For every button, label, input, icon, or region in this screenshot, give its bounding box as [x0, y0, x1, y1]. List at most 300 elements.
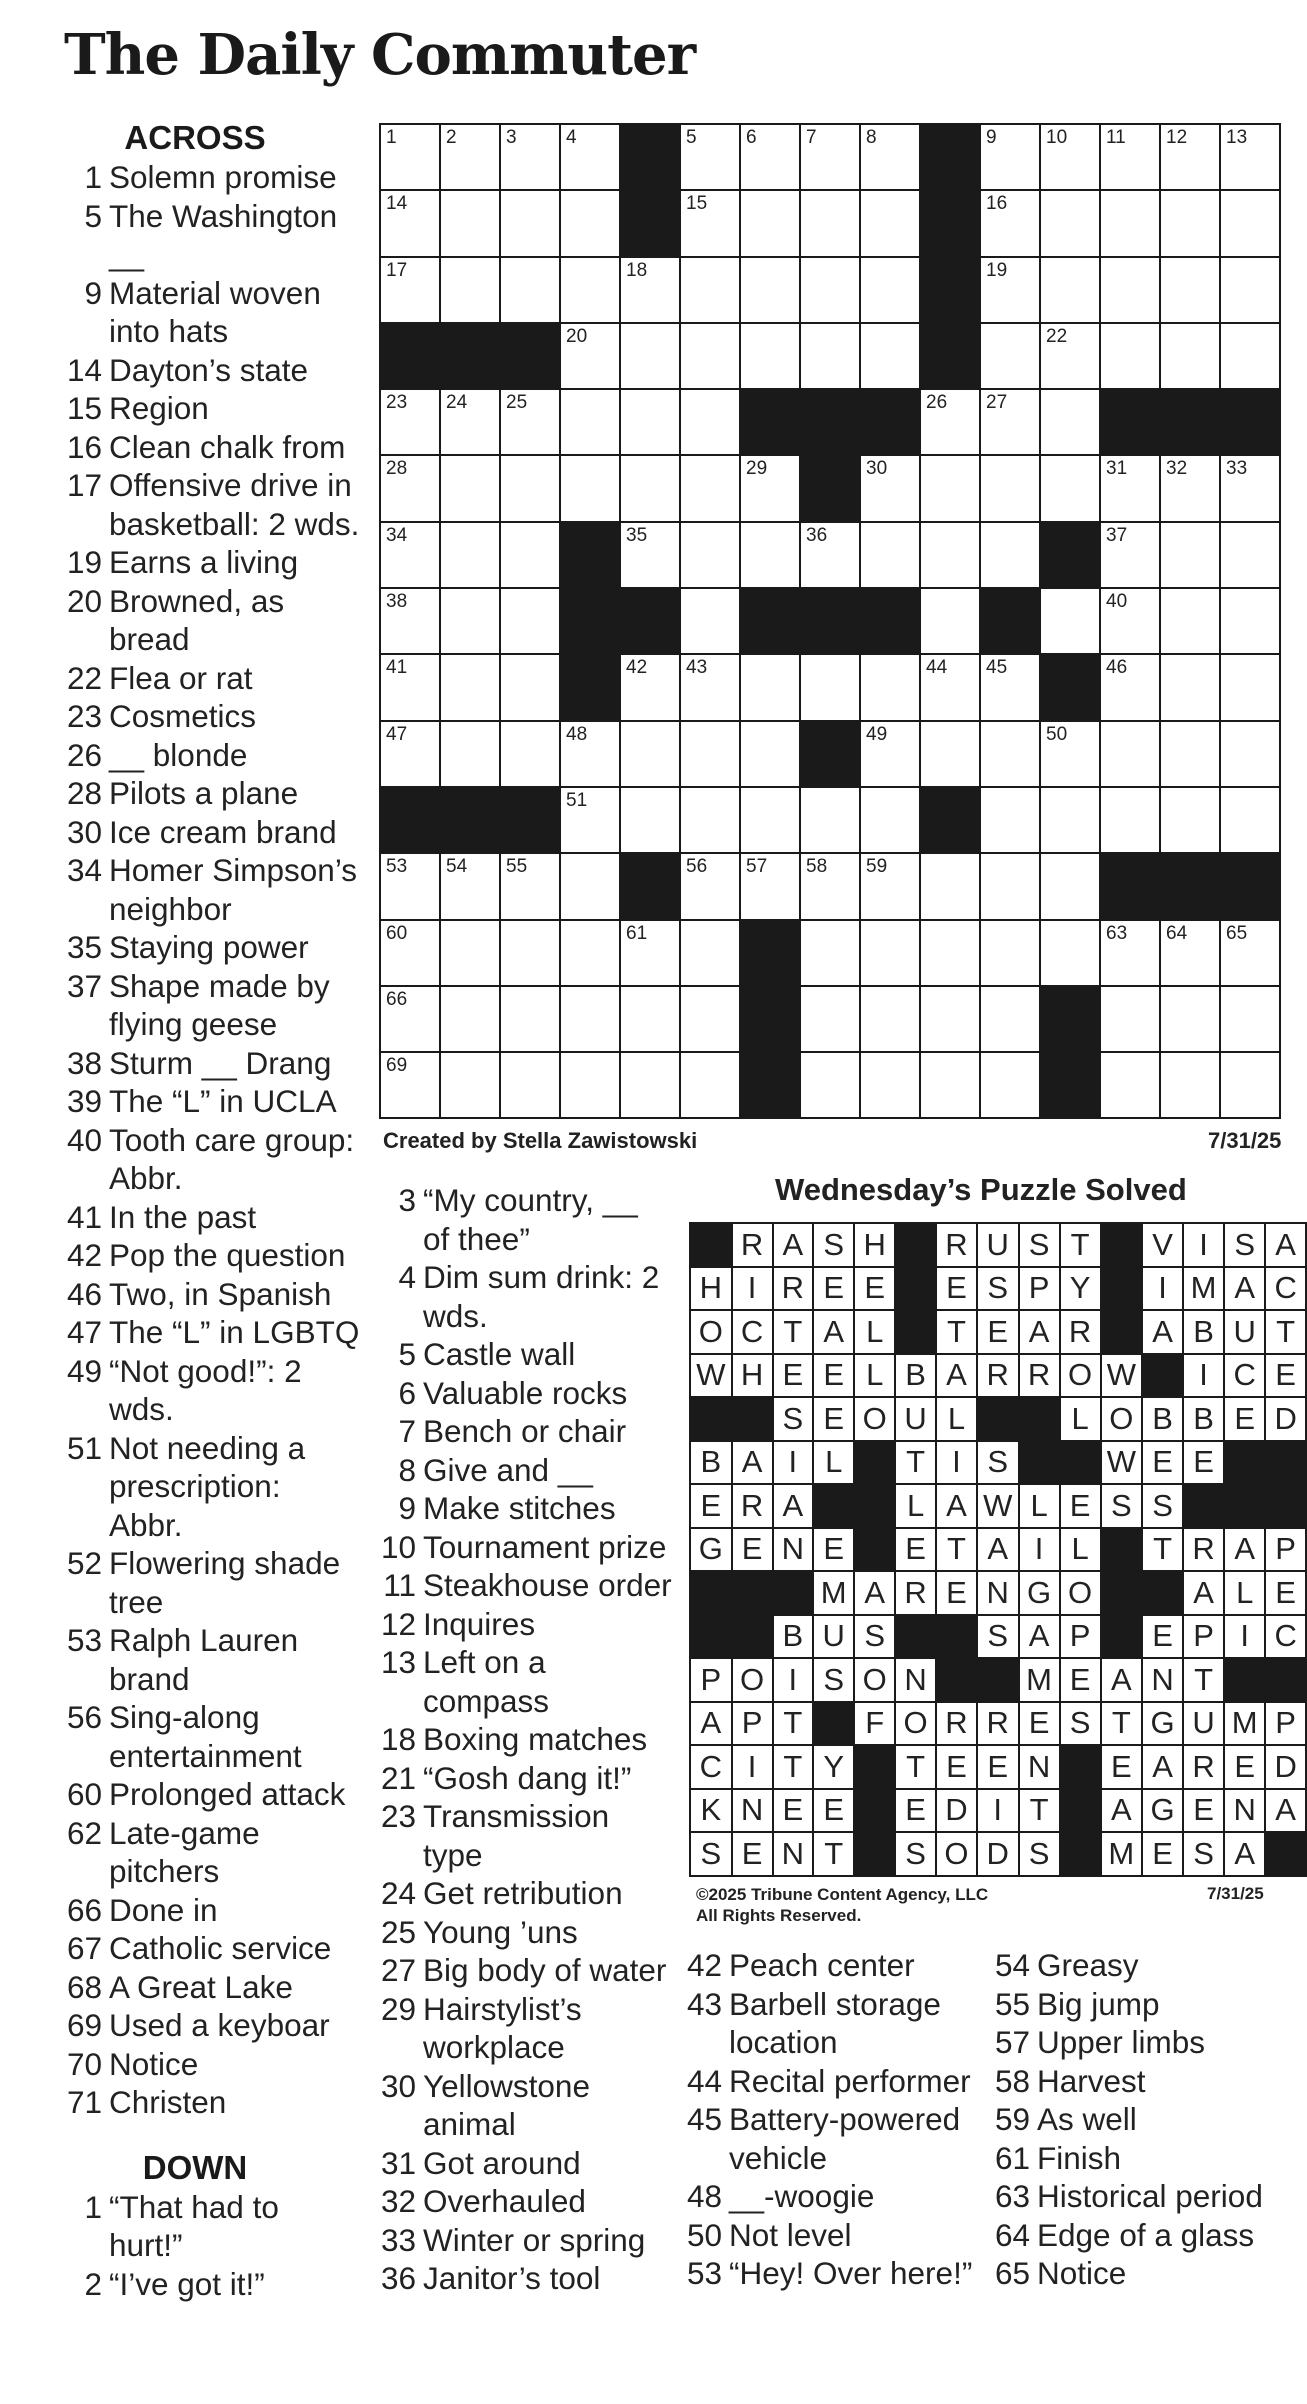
grid-cell[interactable] — [800, 522, 860, 588]
grid-cell[interactable] — [680, 1052, 740, 1118]
cell-number: 10 — [1046, 127, 1068, 148]
grid-cell[interactable] — [800, 257, 860, 323]
grid-cell[interactable] — [1040, 323, 1100, 389]
solution-cell: O — [854, 1397, 895, 1441]
grid-cell[interactable] — [1220, 588, 1280, 654]
grid-cell[interactable] — [920, 455, 980, 521]
solution-row — [690, 1267, 1306, 1311]
clue-number: 45 — [686, 2101, 722, 2137]
grid-cell[interactable] — [500, 455, 560, 521]
cell-number: 19 — [986, 259, 1008, 281]
grid-cell[interactable] — [1100, 124, 1160, 190]
clue-item — [372, 1181, 672, 1258]
grid-cell[interactable] — [920, 1052, 980, 1118]
grid-cell[interactable] — [920, 588, 980, 654]
grid-cell[interactable] — [500, 853, 560, 919]
clue-item — [372, 1489, 672, 1528]
cell-number: 53 — [386, 856, 408, 878]
grid-cell[interactable] — [440, 588, 500, 654]
cell-number: 65 — [1226, 922, 1248, 944]
grid-cell[interactable] — [920, 654, 980, 720]
grid-cell[interactable] — [980, 721, 1040, 787]
grid-cell[interactable] — [740, 455, 800, 521]
grid-cell[interactable] — [980, 1052, 1040, 1118]
grid-cell[interactable] — [680, 721, 740, 787]
newspaper-title: The Daily Commuter — [64, 22, 696, 88]
clue-number: 1 — [84, 2188, 102, 2225]
black-square — [1019, 1397, 1060, 1441]
solution-cell: L — [1060, 1528, 1101, 1572]
grid-cell[interactable] — [380, 588, 440, 654]
grid-cell[interactable] — [1160, 654, 1220, 720]
clue-item — [986, 2062, 1286, 2101]
grid-cell[interactable] — [620, 721, 680, 787]
cell-number: 55 — [506, 856, 528, 878]
cell-number: 57 — [746, 856, 768, 878]
grid-cell[interactable] — [1100, 455, 1160, 521]
grid-cell[interactable] — [440, 257, 500, 323]
clue-text: Young ’uns — [423, 1913, 578, 1950]
grid-cell[interactable] — [680, 522, 740, 588]
grid-cell[interactable] — [440, 721, 500, 787]
grid-cell[interactable] — [620, 654, 680, 720]
grid-cell[interactable] — [1160, 787, 1220, 853]
grid-cell[interactable] — [380, 190, 440, 256]
clue-number: 51 — [66, 1429, 102, 1466]
grid-cell[interactable] — [1100, 721, 1160, 787]
grid-cell[interactable] — [440, 522, 500, 588]
grid-cell[interactable] — [560, 721, 620, 787]
grid-cell[interactable] — [1160, 522, 1220, 588]
grid-cell[interactable] — [380, 389, 440, 455]
clue-text: Prolonged attack — [109, 1776, 346, 1812]
grid-cell[interactable] — [620, 920, 680, 986]
grid-cell[interactable] — [380, 124, 440, 190]
solution-cell: E — [1142, 1615, 1183, 1659]
grid-cell[interactable] — [440, 389, 500, 455]
grid-cell[interactable] — [500, 721, 560, 787]
grid-cell[interactable] — [1220, 654, 1280, 720]
clue-number: 24 — [380, 1875, 416, 1911]
black-square — [740, 588, 800, 654]
grid-cell[interactable] — [1160, 1052, 1220, 1118]
grid-cell[interactable] — [500, 190, 560, 256]
clue-item — [986, 2254, 1286, 2293]
grid-cell[interactable] — [980, 124, 1040, 190]
solution-cell: Y — [813, 1745, 854, 1789]
grid-cell[interactable] — [860, 522, 920, 588]
grid-cell[interactable] — [500, 986, 560, 1052]
grid-cell[interactable] — [1100, 323, 1160, 389]
grid-cell[interactable] — [680, 190, 740, 256]
grid-cell[interactable] — [620, 455, 680, 521]
solution-cell: O — [732, 1658, 773, 1702]
grid-cell[interactable] — [980, 986, 1040, 1052]
down-list-part-3 — [678, 1946, 973, 2293]
clue-number: 69 — [66, 2007, 102, 2043]
grid-cell[interactable] — [1220, 190, 1280, 256]
grid-cell[interactable] — [1220, 986, 1280, 1052]
grid-cell[interactable] — [1100, 920, 1160, 986]
black-square — [1224, 1484, 1265, 1528]
grid-cell[interactable] — [560, 853, 620, 919]
grid-cell[interactable] — [380, 986, 440, 1052]
grid-cell[interactable] — [560, 124, 620, 190]
grid-cell[interactable] — [800, 124, 860, 190]
clue-number: 8 — [398, 1451, 416, 1488]
cell-number: 42 — [626, 657, 648, 679]
grid-cell[interactable] — [740, 124, 800, 190]
grid-cell[interactable] — [680, 787, 740, 853]
grid-cell[interactable] — [440, 654, 500, 720]
grid-cell[interactable] — [980, 389, 1040, 455]
grid-cell[interactable] — [1220, 455, 1280, 521]
grid-cell[interactable] — [860, 190, 920, 256]
black-square — [800, 721, 860, 787]
grid-cell[interactable] — [920, 920, 980, 986]
grid-cell[interactable] — [860, 654, 920, 720]
grid-cell[interactable] — [800, 787, 860, 853]
grid-cell[interactable] — [500, 389, 560, 455]
clue-number: 3 — [398, 1182, 416, 1218]
grid-cell[interactable] — [1100, 787, 1160, 853]
clue-item — [372, 1374, 672, 1413]
clue-item — [60, 736, 360, 775]
solution-cell: G — [1019, 1571, 1060, 1615]
grid-cell[interactable] — [860, 455, 920, 521]
cell-number: 59 — [866, 856, 888, 878]
grid-row — [380, 853, 1280, 919]
grid-cell[interactable] — [920, 721, 980, 787]
grid-row — [380, 190, 1280, 256]
solution-cell: U — [977, 1223, 1019, 1267]
grid-cell[interactable] — [500, 920, 560, 986]
cell-number: 60 — [386, 922, 408, 944]
grid-cell[interactable] — [500, 1052, 560, 1118]
clue-number: 59 — [994, 2101, 1030, 2137]
grid-cell[interactable] — [1040, 787, 1100, 853]
clue-number: 67 — [66, 1930, 102, 1966]
grid-cell[interactable] — [740, 190, 800, 256]
grid-cell[interactable] — [440, 190, 500, 256]
grid-cell[interactable] — [980, 787, 1040, 853]
clue-text: A Great Lake — [109, 1968, 293, 2005]
clue-text: Overhauled — [423, 2183, 586, 2219]
grid-cell[interactable] — [1040, 257, 1100, 323]
grid-cell[interactable] — [680, 986, 740, 1052]
grid-cell[interactable] — [1160, 721, 1220, 787]
grid-cell[interactable] — [740, 654, 800, 720]
clue-number: 46 — [66, 1275, 102, 1312]
grid-cell[interactable] — [500, 257, 560, 323]
solution-cell: B — [690, 1441, 732, 1485]
grid-cell[interactable] — [1100, 654, 1160, 720]
grid-cell[interactable] — [1040, 721, 1100, 787]
grid-cell[interactable] — [500, 588, 560, 654]
clue-item — [372, 2182, 672, 2221]
black-square — [620, 124, 680, 190]
solution-cell: M — [1224, 1702, 1265, 1746]
grid-cell[interactable] — [680, 588, 740, 654]
solution-cell: E — [1142, 1441, 1183, 1485]
clue-text: Big body of water — [423, 1952, 667, 1988]
solution-row — [690, 1441, 1306, 1485]
grid-cell[interactable] — [860, 787, 920, 853]
grid-cell[interactable] — [560, 323, 620, 389]
grid-cell[interactable] — [680, 455, 740, 521]
grid-cell[interactable] — [740, 787, 800, 853]
clue-text: “My country, __ of thee” — [423, 1182, 638, 1257]
grid-cell[interactable] — [1160, 190, 1220, 256]
grid-cell[interactable] — [440, 124, 500, 190]
grid-cell[interactable] — [920, 853, 980, 919]
clue-number: 65 — [994, 2255, 1030, 2291]
grid-cell[interactable] — [500, 124, 560, 190]
black-square — [854, 1484, 895, 1528]
cell-number: 49 — [866, 723, 888, 745]
grid-cell[interactable] — [800, 654, 860, 720]
grid-cell[interactable] — [380, 721, 440, 787]
grid-cell[interactable] — [440, 986, 500, 1052]
solution-cell: W — [977, 1484, 1019, 1528]
solution-cell: L — [854, 1310, 895, 1354]
grid-cell[interactable] — [1220, 124, 1280, 190]
grid-cell[interactable] — [1220, 1052, 1280, 1118]
solution-cell: A — [977, 1528, 1019, 1572]
clue-item — [60, 659, 360, 698]
grid-cell[interactable] — [1160, 455, 1220, 521]
grid-cell[interactable] — [1220, 522, 1280, 588]
grid-cell[interactable] — [1040, 190, 1100, 256]
solution-cell: M — [1101, 1832, 1143, 1876]
grid-cell[interactable] — [620, 257, 680, 323]
black-square — [690, 1397, 732, 1441]
solution-cell: S — [773, 1397, 814, 1441]
grid-cell[interactable] — [860, 853, 920, 919]
grid-cell[interactable] — [980, 257, 1040, 323]
grid-cell[interactable] — [620, 389, 680, 455]
black-square — [895, 1223, 936, 1267]
clue-number: 23 — [66, 698, 102, 734]
grid-cell[interactable] — [1160, 257, 1220, 323]
grid-cell[interactable] — [440, 853, 500, 919]
grid-cell[interactable] — [1040, 588, 1100, 654]
grid-cell[interactable] — [1160, 124, 1220, 190]
grid-cell[interactable] — [920, 522, 980, 588]
clue-item — [678, 2216, 973, 2255]
cell-number: 29 — [746, 458, 768, 480]
clue-number: 17 — [66, 467, 102, 503]
grid-cell[interactable] — [1040, 920, 1100, 986]
grid-cell[interactable] — [680, 853, 740, 919]
grid-cell[interactable] — [800, 920, 860, 986]
grid-cell[interactable] — [1220, 257, 1280, 323]
grid-cell[interactable] — [380, 522, 440, 588]
grid-cell[interactable] — [1040, 455, 1100, 521]
grid-cell[interactable] — [1220, 787, 1280, 853]
grid-cell[interactable] — [920, 986, 980, 1052]
grid-cell[interactable] — [620, 323, 680, 389]
solution-cell: H — [690, 1267, 732, 1311]
clue-number: 25 — [380, 1913, 416, 1950]
clue-item — [372, 1258, 672, 1335]
grid-cell[interactable] — [860, 257, 920, 323]
grid-cell[interactable] — [980, 323, 1040, 389]
cell-number: 63 — [1106, 922, 1128, 944]
solution-cell: A — [854, 1571, 895, 1615]
solution-cell: E — [1265, 1571, 1306, 1615]
grid-cell[interactable] — [560, 787, 620, 853]
grid-cell[interactable] — [560, 920, 620, 986]
grid-cell[interactable] — [800, 190, 860, 256]
clue-item — [60, 2045, 360, 2084]
grid-cell[interactable] — [980, 853, 1040, 919]
grid-cell[interactable] — [560, 1052, 620, 1118]
grid-cell[interactable] — [1100, 1052, 1160, 1118]
grid-cell[interactable] — [680, 257, 740, 323]
solution-cell: O — [1060, 1571, 1101, 1615]
clue-text: “I’ve got it!” — [109, 2265, 265, 2302]
grid-cell[interactable] — [800, 986, 860, 1052]
grid-cell[interactable] — [1160, 323, 1220, 389]
grid-cell[interactable] — [500, 654, 560, 720]
solution-cell: A — [1101, 1658, 1143, 1702]
black-square — [1060, 1441, 1101, 1485]
grid-cell[interactable] — [1100, 522, 1160, 588]
clue-number: 15 — [66, 390, 102, 426]
grid-cell[interactable] — [560, 389, 620, 455]
solution-cell: E — [895, 1789, 936, 1833]
solution-cell: W — [690, 1354, 732, 1398]
grid-cell[interactable] — [680, 389, 740, 455]
grid-cell[interactable] — [680, 654, 740, 720]
grid-cell[interactable] — [440, 1052, 500, 1118]
black-square — [1060, 1789, 1101, 1833]
solution-cell: N — [732, 1789, 773, 1833]
solution-cell: T — [773, 1310, 814, 1354]
grid-cell[interactable] — [680, 323, 740, 389]
grid-cell[interactable] — [1220, 323, 1280, 389]
clue-text: Inquires — [423, 1605, 536, 1642]
grid-cell[interactable] — [380, 257, 440, 323]
cell-number: 25 — [506, 392, 528, 414]
solution-cell: E — [854, 1267, 895, 1311]
grid-cell[interactable] — [980, 190, 1040, 256]
black-square — [773, 1571, 814, 1615]
solution-cell: P — [1183, 1615, 1224, 1659]
solution-cell: A — [1265, 1789, 1306, 1833]
grid-cell[interactable] — [1040, 853, 1100, 919]
grid-cell[interactable] — [380, 455, 440, 521]
clue-number: 56 — [66, 1699, 102, 1735]
grid-cell[interactable] — [980, 920, 1040, 986]
solution-cell: D — [977, 1832, 1019, 1876]
grid-cell[interactable] — [1100, 257, 1160, 323]
grid-cell[interactable] — [1100, 986, 1160, 1052]
grid-cell[interactable] — [1220, 721, 1280, 787]
grid-cell[interactable] — [680, 124, 740, 190]
grid-cell[interactable] — [980, 455, 1040, 521]
clue-number: 42 — [686, 1947, 722, 1983]
grid-cell[interactable] — [1220, 920, 1280, 986]
grid-cell[interactable] — [440, 920, 500, 986]
solution-row — [690, 1832, 1306, 1876]
grid-cell[interactable] — [560, 986, 620, 1052]
grid-cell[interactable] — [740, 853, 800, 919]
grid-cell[interactable] — [500, 522, 560, 588]
solution-cell: H — [732, 1354, 773, 1398]
grid-cell[interactable] — [380, 920, 440, 986]
grid-cell[interactable] — [380, 853, 440, 919]
grid-cell[interactable] — [860, 721, 920, 787]
clue-item — [60, 1082, 360, 1121]
grid-cell[interactable] — [1040, 389, 1100, 455]
grid-cell[interactable] — [680, 920, 740, 986]
clue-text: Sturm __ Drang — [109, 1044, 332, 1081]
grid-cell[interactable] — [860, 124, 920, 190]
grid-cell[interactable] — [380, 1052, 440, 1118]
black-square — [1100, 853, 1160, 919]
black-square — [440, 787, 500, 853]
grid-cell[interactable] — [620, 1052, 680, 1118]
grid-cell[interactable] — [560, 257, 620, 323]
grid-cell[interactable] — [800, 323, 860, 389]
grid-cell[interactable] — [740, 522, 800, 588]
grid-cell[interactable] — [920, 389, 980, 455]
cell-number: 33 — [1226, 458, 1248, 480]
clue-text: Give and __ — [423, 1451, 593, 1488]
solution-cell: H — [854, 1223, 895, 1267]
grid-cell[interactable] — [860, 920, 920, 986]
clue-text: Upper limbs — [1037, 2024, 1206, 2060]
grid-cell[interactable] — [620, 787, 680, 853]
solution-cell: R — [977, 1702, 1019, 1746]
solution-cell: B — [1183, 1397, 1224, 1441]
grid-cell[interactable] — [620, 986, 680, 1052]
grid-cell[interactable] — [380, 654, 440, 720]
grid-cell[interactable] — [860, 986, 920, 1052]
clue-text: Not level — [729, 2216, 852, 2253]
grid-cell[interactable] — [560, 190, 620, 256]
solution-cell: P — [1060, 1615, 1101, 1659]
grid-cell[interactable] — [1040, 124, 1100, 190]
grid-cell[interactable] — [740, 721, 800, 787]
grid-cell[interactable] — [800, 1052, 860, 1118]
grid-cell[interactable] — [1160, 920, 1220, 986]
clue-item — [60, 813, 360, 852]
clue-text: Ralph Lauren brand — [109, 1622, 299, 1697]
grid-cell[interactable] — [1100, 190, 1160, 256]
solution-cell: A — [1019, 1615, 1060, 1659]
grid-cell[interactable] — [860, 1052, 920, 1118]
grid-cell[interactable] — [1160, 588, 1220, 654]
clue-item — [60, 582, 360, 659]
cell-number: 26 — [926, 392, 948, 414]
grid-cell[interactable] — [800, 853, 860, 919]
grid-cell[interactable] — [980, 522, 1040, 588]
grid-cell[interactable] — [440, 455, 500, 521]
grid-cell[interactable] — [620, 522, 680, 588]
cell-number: 11 — [1106, 127, 1126, 148]
grid-cell[interactable] — [1100, 588, 1160, 654]
grid-cell[interactable] — [740, 257, 800, 323]
grid-cell[interactable] — [860, 323, 920, 389]
grid-cell[interactable] — [1160, 986, 1220, 1052]
grid-cell[interactable] — [740, 323, 800, 389]
grid-cell[interactable] — [560, 455, 620, 521]
grid-cell[interactable] — [980, 654, 1040, 720]
clue-number: 4 — [398, 1259, 416, 1295]
